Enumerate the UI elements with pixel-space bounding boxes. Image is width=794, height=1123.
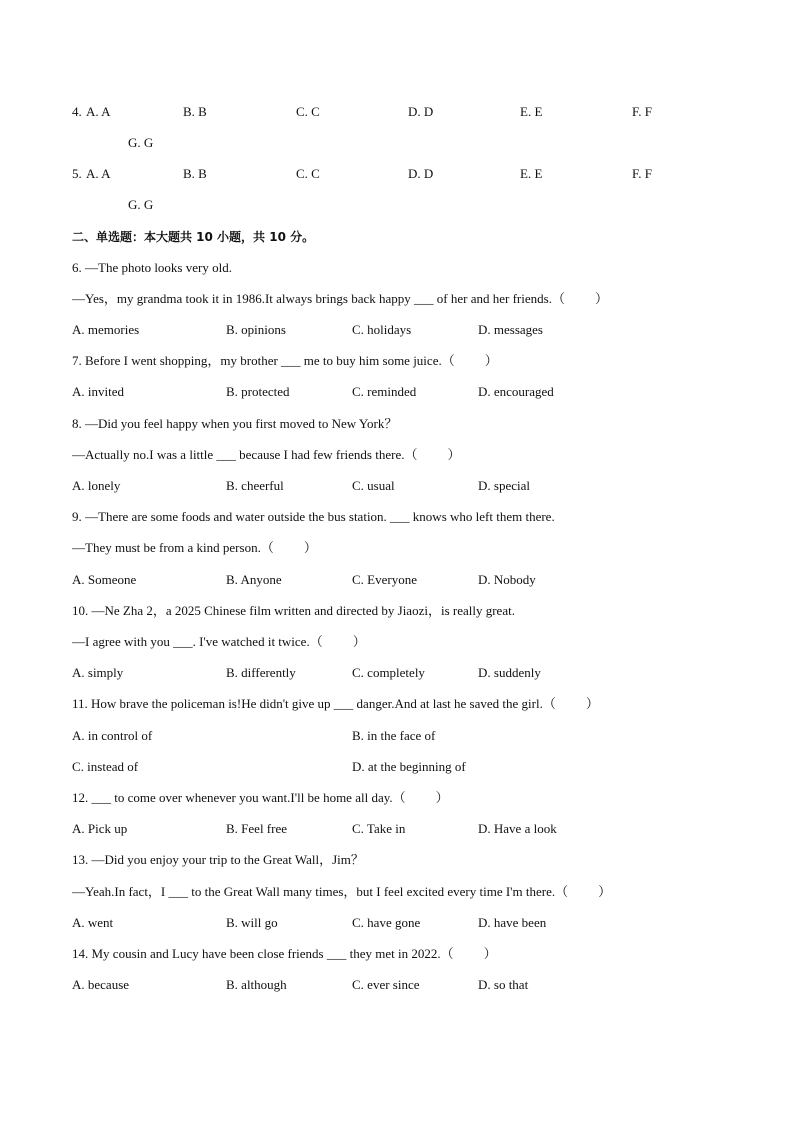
- option-d: D. encouraged: [478, 384, 554, 399]
- answer-bracket-close: ）: [483, 946, 497, 961]
- question-stem: 9. —There are some foods and water outside the bus station. ___ knows who left them there.: [72, 509, 555, 524]
- option-c: C. C: [296, 104, 320, 119]
- option-g: G. G: [128, 197, 154, 212]
- question-text: —Actually no.I was a little ___ because I had few friends there.（: [72, 447, 418, 462]
- option-d: D. suddenly: [478, 665, 541, 680]
- option-d: D. special: [478, 478, 530, 493]
- option-a: A. A: [86, 104, 111, 119]
- option-a: A. Pick up: [72, 821, 128, 836]
- option-c: C. completely: [352, 665, 425, 680]
- question-text: —Yeah.In fact，I ___ to the Great Wall many times，but I feel excited every time I'm there.（: [72, 884, 569, 899]
- option-e: E. E: [520, 104, 543, 119]
- option-d: D. Nobody: [478, 572, 536, 587]
- answer-bracket-close: ）: [594, 291, 608, 306]
- question-number: 5.: [72, 166, 82, 181]
- answer-bracket-close: ）: [484, 353, 498, 368]
- answer-bracket-close: ）: [598, 884, 612, 899]
- question-line: [72, 447, 460, 463]
- option-g: G. G: [128, 135, 154, 150]
- option-c: C. usual: [352, 478, 395, 493]
- option-d: D. D: [408, 104, 434, 119]
- question-number: 4.: [72, 104, 82, 119]
- question-stem: 13. —Did you enjoy your trip to the Great Wall，Jim？: [72, 852, 364, 867]
- question-line: [72, 696, 599, 712]
- option-c: C. reminded: [352, 384, 417, 399]
- option-b: B. B: [183, 104, 207, 119]
- answer-bracket-close: ）: [303, 540, 317, 555]
- answer-bracket-close: ）: [585, 696, 599, 711]
- question-line: [72, 790, 449, 806]
- question-stem: 10. —Ne Zha 2，a 2025 Chinese film written and directed by Jiaozi，is really great.: [72, 603, 515, 618]
- option-c: C. holidays: [352, 322, 412, 337]
- option-b: B. Anyone: [226, 572, 282, 587]
- option-d: D. D: [408, 166, 434, 181]
- option-a: A. because: [72, 977, 130, 992]
- option-b: B. protected: [226, 384, 290, 399]
- question-text: 7. Before I went shopping，my brother ___ me to buy him some juice.（: [72, 353, 455, 368]
- question-stem: 8. —Did you feel happy when you first moved to New York？: [72, 416, 398, 431]
- option-b: B. B: [183, 166, 207, 181]
- answer-bracket-close: ）: [352, 634, 366, 649]
- section-2-header: 二、单选题：本大题共 10 小题，共 10 分。: [72, 230, 315, 244]
- option-b: B. will go: [226, 915, 278, 930]
- option-f: F. F: [632, 104, 652, 119]
- option-c: C. Everyone: [352, 572, 417, 587]
- option-a: A. simply: [72, 665, 124, 680]
- option-a: A. in control of: [72, 728, 153, 743]
- question-line: [72, 291, 608, 307]
- option-d: D. messages: [478, 322, 543, 337]
- question-text: —They must be from a kind person.（: [72, 540, 274, 555]
- option-c: C. Take in: [352, 821, 406, 836]
- question-text: —I agree with you ___. I've watched it twice.（: [72, 634, 323, 649]
- question-line: [72, 884, 611, 900]
- question-line: [72, 353, 498, 369]
- option-a: A. lonely: [72, 478, 121, 493]
- question-text: 14. My cousin and Lucy have been close friends ___ they met in 2022.（: [72, 946, 454, 961]
- option-b: B. cheerful: [226, 478, 284, 493]
- option-f: F. F: [632, 166, 652, 181]
- option-b: B. although: [226, 977, 287, 992]
- question-line: [72, 540, 317, 556]
- option-a: A. invited: [72, 384, 124, 399]
- option-d: D. so that: [478, 977, 529, 992]
- option-d: D. Have a look: [478, 821, 557, 836]
- question-stem: 6. —The photo looks very old.: [72, 260, 232, 275]
- option-a: A. A: [86, 166, 111, 181]
- question-text: 12. ___ to come over whenever you want.I'll be home all day.（: [72, 790, 406, 805]
- option-b: B. differently: [226, 665, 296, 680]
- question-text: —Yes，my grandma took it in 1986.It always brings back happy ___ of her and her friends.（: [72, 291, 565, 306]
- option-d: D. at the beginning of: [352, 759, 466, 774]
- option-c: C. have gone: [352, 915, 421, 930]
- option-c: C. ever since: [352, 977, 420, 992]
- option-c: C. C: [296, 166, 320, 181]
- option-d: D. have been: [478, 915, 547, 930]
- answer-bracket-close: ）: [435, 790, 449, 805]
- option-a: A. went: [72, 915, 114, 930]
- option-b: B. in the face of: [352, 728, 436, 743]
- answer-bracket-close: ）: [447, 447, 461, 462]
- question-text: 11. How brave the policeman is!He didn't give up ___ danger.And at last he saved the girl.（: [72, 696, 556, 711]
- option-e: E. E: [520, 166, 543, 181]
- option-b: B. Feel free: [226, 821, 288, 836]
- option-a: A. Someone: [72, 572, 137, 587]
- option-c: C. instead of: [72, 759, 139, 774]
- question-line: [72, 946, 497, 962]
- option-b: B. opinions: [226, 322, 286, 337]
- option-a: A. memories: [72, 322, 140, 337]
- question-line: [72, 634, 366, 650]
